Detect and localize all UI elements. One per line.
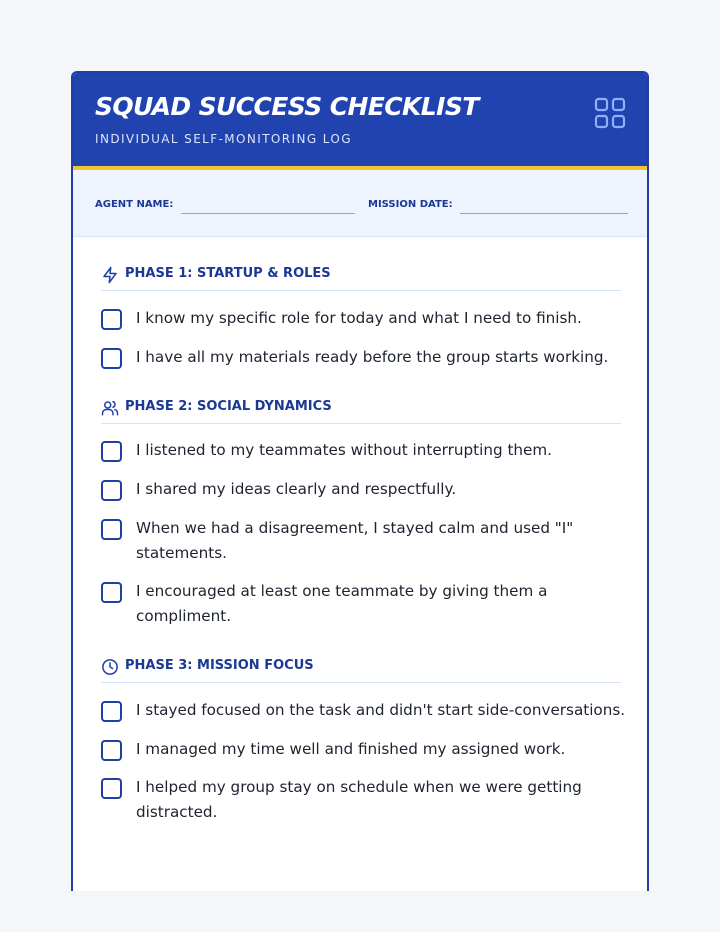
lightning-icon <box>101 266 119 284</box>
phase-3-heading <box>101 655 621 679</box>
checkbox[interactable] <box>101 701 122 722</box>
grid-icon[interactable] <box>594 97 626 129</box>
checkbox[interactable] <box>101 348 122 369</box>
checklist-item-text: When we had a disagreement, I stayed calm and used "I" statements. <box>136 519 574 562</box>
checklist-item-text: I managed my time well and finished my assigned work. <box>136 740 566 758</box>
checklist-header <box>73 73 647 170</box>
checklist-item-text: I listened to my teammates without interrupting them. <box>136 441 552 459</box>
clock-icon <box>101 658 119 676</box>
checkbox[interactable] <box>101 740 122 761</box>
page-subtitle: INDIVIDUAL SELF-MONITORING LOG <box>95 132 352 146</box>
checkbox[interactable] <box>101 309 122 330</box>
agent-name-field[interactable] <box>181 213 355 214</box>
checkbox[interactable] <box>101 582 122 603</box>
checklist-item-text: I have all my materials ready before the group starts working. <box>136 348 609 366</box>
info-fields <box>73 170 647 237</box>
checklist-item-text: I shared my ideas clearly and respectfully. <box>136 480 457 498</box>
checklist-item-text: I helped my group stay on schedule when we were getting distracted. <box>136 778 582 821</box>
phase-title: PHASE 3: MISSION FOCUS <box>125 658 314 673</box>
checkbox[interactable] <box>101 778 122 799</box>
phase-divider <box>101 423 621 424</box>
page-title: SQUAD SUCCESS CHECKLIST <box>95 92 479 121</box>
checkbox[interactable] <box>101 441 122 462</box>
mission-date-label: MISSION DATE: <box>368 199 453 210</box>
phase-title: PHASE 2: SOCIAL DYNAMICS <box>125 399 332 414</box>
checklist-item-text: I encouraged at least one teammate by giving them a compliment. <box>136 582 548 625</box>
agent-name-label: AGENT NAME: <box>95 199 174 210</box>
checkbox[interactable] <box>101 519 122 540</box>
mission-date-field[interactable] <box>460 213 628 214</box>
phase-divider <box>101 290 621 291</box>
phase-1-heading <box>101 263 621 287</box>
users-icon <box>101 399 119 417</box>
phase-2-heading <box>101 396 621 420</box>
checklist-item-text: I stayed focused on the task and didn't start side-conversations. <box>136 701 626 719</box>
phase-title: PHASE 1: STARTUP & ROLES <box>125 266 331 281</box>
checklist-card <box>71 71 649 891</box>
checklist-item-text: I know my specific role for today and what I need to finish. <box>136 309 582 327</box>
checkbox[interactable] <box>101 480 122 501</box>
phase-divider <box>101 682 621 683</box>
